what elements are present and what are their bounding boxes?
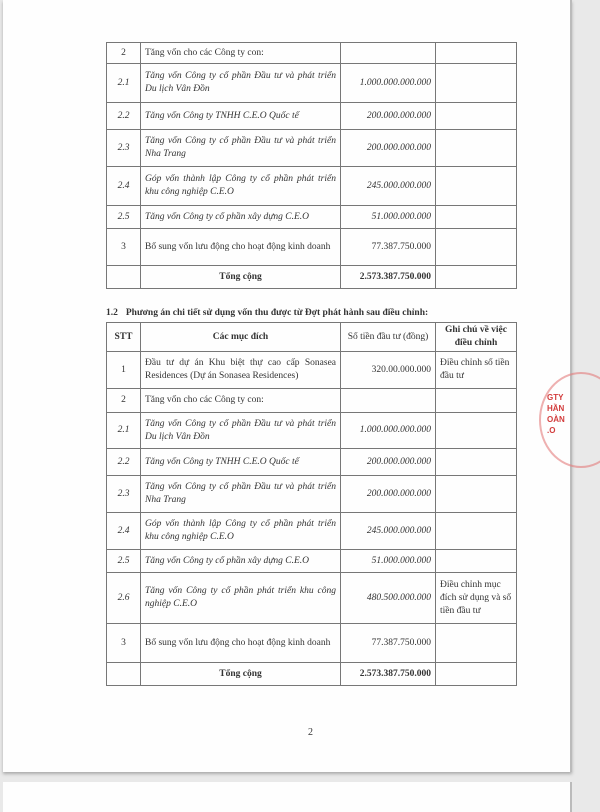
row-purpose: Tăng vốn cho các Công ty con: — [141, 389, 341, 413]
total-label: Tổng cộng — [141, 266, 341, 289]
row-amount: 77.387.750.000 — [341, 229, 436, 266]
row-stt: 3 — [107, 624, 141, 663]
row-note — [436, 167, 517, 206]
document-page — [3, 0, 572, 772]
row-note — [436, 449, 517, 476]
table-row — [107, 64, 517, 103]
row-amount: 77.387.750.000 — [341, 624, 436, 663]
table-row — [107, 573, 517, 624]
row-purpose: Bổ sung vốn lưu động cho hoạt động kinh doanh — [141, 624, 341, 663]
section-heading — [106, 308, 436, 318]
row-stt: 1 — [107, 352, 141, 389]
row-stt: 2.2 — [107, 449, 141, 476]
table-row — [107, 413, 517, 449]
row-purpose: Đầu tư dự án Khu biệt thự cao cấp Sonasea Residences (Dự án Sonasea Residences) — [141, 352, 341, 389]
total-stt — [107, 266, 141, 289]
row-stt: 2.5 — [107, 206, 141, 229]
header-purpose: Các mục đích — [141, 323, 341, 352]
row-amount: 320.00.000.000 — [341, 352, 436, 389]
header-amount: Số tiền đầu tư (đồng) — [341, 323, 436, 352]
table-header-row — [107, 323, 517, 352]
row-stt: 2 — [107, 43, 141, 64]
header-stt: STT — [107, 323, 141, 352]
row-stt: 2.3 — [107, 476, 141, 513]
table-row — [107, 103, 517, 130]
row-stt: 2.1 — [107, 64, 141, 103]
row-purpose: Tăng vốn cho các Công ty con: — [141, 43, 341, 64]
row-stt: 2.4 — [107, 513, 141, 550]
row-amount: 1.000.000.000.000 — [341, 413, 436, 449]
row-note — [436, 103, 517, 130]
row-purpose: Tăng vốn Công ty cổ phần Đầu tư và phát triển Du lịch Vân Đồn — [141, 413, 341, 449]
row-amount: 200.000.000.000 — [341, 476, 436, 513]
row-stt: 2.2 — [107, 103, 141, 130]
page-number: 2 — [308, 727, 313, 738]
row-note — [436, 206, 517, 229]
row-purpose: Tăng vốn Công ty TNHH C.E.O Quốc tế — [141, 103, 341, 130]
total-stt — [107, 663, 141, 686]
row-purpose: Tăng vốn Công ty cổ phần xây dựng C.E.O — [141, 206, 341, 229]
row-amount — [341, 389, 436, 413]
table-row — [107, 352, 517, 389]
row-note: Điều chỉnh số tiền đầu tư — [436, 352, 517, 389]
row-note: Điều chỉnh mục đích sử dụng và số tiền đầu tư — [436, 573, 517, 624]
row-stt: 2.1 — [107, 413, 141, 449]
row-note — [436, 550, 517, 573]
table-total-row — [107, 663, 517, 686]
total-label: Tổng cộng — [141, 663, 341, 686]
section-number: 1.2 — [106, 308, 118, 318]
row-stt: 2 — [107, 389, 141, 413]
row-amount: 1.000.000.000.000 — [341, 64, 436, 103]
company-seal-stamp: GTY HẦN OÀN .O — [539, 372, 600, 468]
row-purpose: Tăng vốn Công ty cổ phần phát triển khu công nghiệp C.E.O — [141, 573, 341, 624]
funding-table-adjusted — [106, 322, 517, 686]
row-stt: 2.6 — [107, 573, 141, 624]
row-purpose: Tăng vốn Công ty cổ phần Đầu tư và phát triển Nha Trang — [141, 476, 341, 513]
row-purpose: Tăng vốn Công ty TNHH C.E.O Quốc tế — [141, 449, 341, 476]
table-row — [107, 449, 517, 476]
next-page — [3, 782, 572, 812]
row-purpose: Bổ sung vốn lưu động cho hoạt động kinh doanh — [141, 229, 341, 266]
header-note: Ghi chú về việc điều chỉnh — [436, 323, 517, 352]
row-stt: 2.5 — [107, 550, 141, 573]
row-amount: 480.500.000.000 — [341, 573, 436, 624]
table-row — [107, 389, 517, 413]
row-amount: 245.000.000.000 — [341, 167, 436, 206]
section-title: Phương án chi tiết sử dụng vốn thu được từ Đợt phát hành sau điều chỉnh: — [125, 308, 429, 318]
row-amount: 200.000.000.000 — [341, 449, 436, 476]
row-purpose: Góp vốn thành lập Công ty cổ phần phát triển khu công nghiệp C.E.O — [141, 167, 341, 206]
table-row — [107, 513, 517, 550]
row-purpose: Góp vốn thành lập Công ty cổ phần phát triển khu công nghiệp C.E.O — [141, 513, 341, 550]
row-note — [436, 476, 517, 513]
total-note — [436, 663, 517, 686]
row-note — [436, 513, 517, 550]
table-row — [107, 206, 517, 229]
row-amount: 51.000.000.000 — [341, 550, 436, 573]
row-note — [436, 130, 517, 167]
row-note — [436, 624, 517, 663]
row-amount: 51.000.000.000 — [341, 206, 436, 229]
table-row — [107, 229, 517, 266]
total-amount: 2.573.387.750.000 — [341, 266, 436, 289]
row-amount: 245.000.000.000 — [341, 513, 436, 550]
row-amount: 200.000.000.000 — [341, 130, 436, 167]
table-total-row — [107, 266, 517, 289]
table-row — [107, 167, 517, 206]
row-note — [436, 389, 517, 413]
total-note — [436, 266, 517, 289]
table-row — [107, 550, 517, 573]
row-purpose: Tăng vốn Công ty cổ phần Đầu tư và phát triển Du lịch Vân Đồn — [141, 64, 341, 103]
table-row — [107, 624, 517, 663]
row-stt: 2.4 — [107, 167, 141, 206]
funding-table-original — [106, 42, 517, 289]
row-note — [436, 43, 517, 64]
row-amount: 200.000.000.000 — [341, 103, 436, 130]
row-stt: 3 — [107, 229, 141, 266]
row-note — [436, 64, 517, 103]
row-stt: 2.3 — [107, 130, 141, 167]
row-purpose: Tăng vốn Công ty cổ phần xây dựng C.E.O — [141, 550, 341, 573]
table-row — [107, 476, 517, 513]
table-row — [107, 130, 517, 167]
row-note — [436, 229, 517, 266]
table-row — [107, 43, 517, 64]
row-purpose: Tăng vốn Công ty cổ phần Đầu tư và phát triển Nha Trang — [141, 130, 341, 167]
row-amount — [341, 43, 436, 64]
total-amount: 2.573.387.750.000 — [341, 663, 436, 686]
row-note — [436, 413, 517, 449]
